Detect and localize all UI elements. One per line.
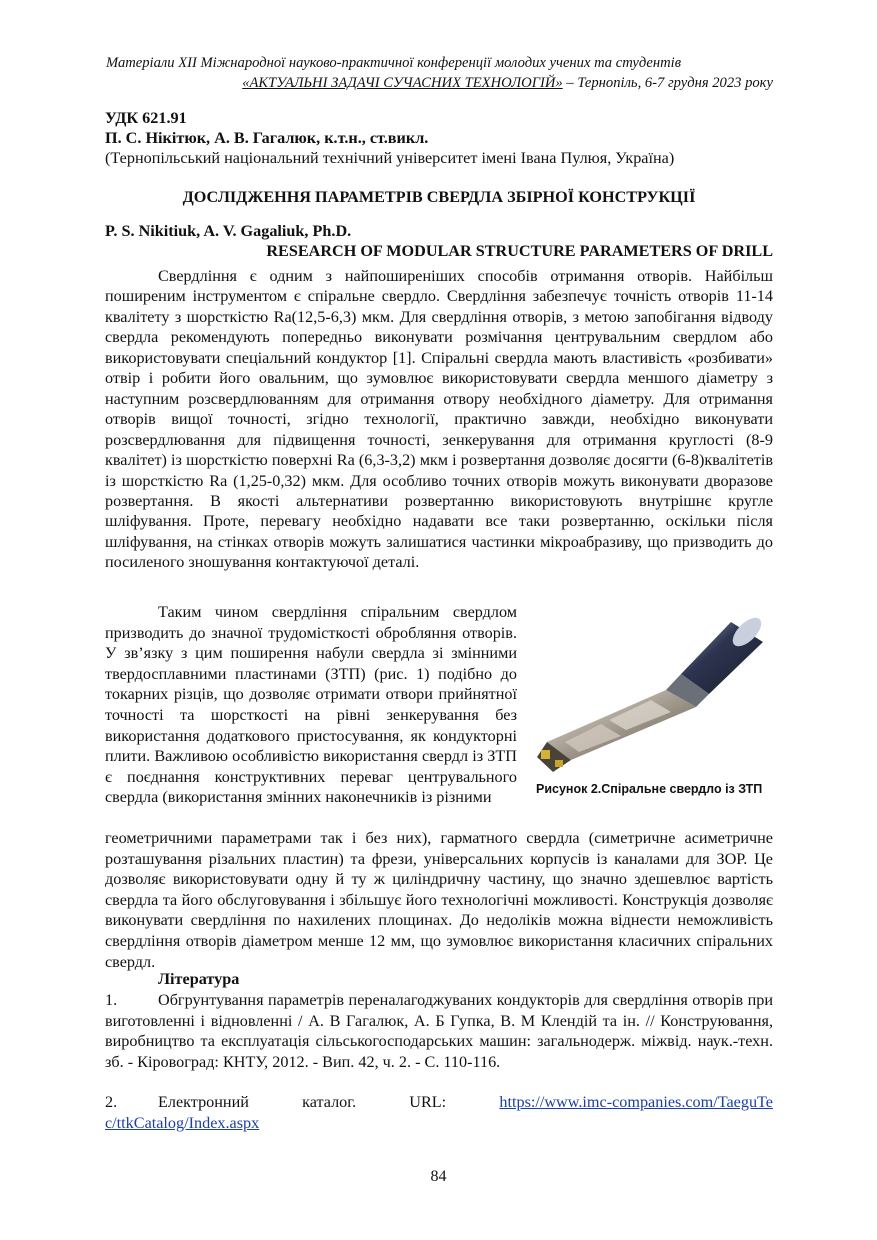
page-number: 84 [430,1168,447,1185]
udk-code: УДК 621.91 [105,109,187,127]
conference-name: «АКТУАЛЬНІ ЗАДАЧІ СУЧАСНИХ ТЕХНОЛОГІЙ» [242,75,563,91]
reference-item [105,1092,773,1133]
authors-ua: П. С. Нікітюк, А. В. Гагалюк, к.т.н., ст.викл. [105,129,429,147]
literature-heading: Література [158,970,240,988]
conference-place-date: – Тернопіль, 6-7 грудня 2023 року [562,75,773,91]
reference-number: 2. [105,1093,118,1111]
reference-text: Електронний каталог. URL: [158,1093,500,1111]
drill-figure [531,612,773,808]
body-paragraph-2-continued: геометричними параметрами так і без них), гарматного свердла (симетричне асиметричне розташування різальних пластин) та фрези, універсальних корпусів із каналами для ЗОР. Це дозволяє використовувати одну й ту ж циліндричну частину, що значно здешевлює вартість свердла та його обслуговування і збільшує його технологічні можливості. Конструкція дозволяє виконувати свердління по нахилених площинах. До недоліків можна віднести неможливість свердління отворів діаметром менше 12 мм, що зумовлює використання класичних спіральних свердл. [105,829,773,971]
authors-en: P. S. Nikitiuk, A. V. Gagaliuk, Ph.D. [105,222,352,240]
title-en: RESEARCH OF MODULAR STRUCTURE PARAMETERS OF DRILL [266,242,773,260]
body-paragraph-2-wrapped [105,602,517,808]
body-paragraph-1 [105,266,773,573]
figure-caption: Рисунок 2.Спіральне свердло із ЗТП [536,782,763,796]
reference-item [105,990,773,1072]
paragraph-1-text: Свердління є одним з найпоширеніших способів отримання отворів. Найбільш поширеним інструментом є спіральне свердло. Свердління забезпечує точність отворів 11-14 квалітету з шорсткістю Ra(12,5-6,3) мкм. Для свердління отворів, з метою запобігання відводу свердла рекомендують попередньо виконувати розмічання центрувальним свердлом або використовувати спеціальний кондуктор [1]. Спіральні свердла мають властивість «розбивати» отвір і робити його овальним, що зумовлює використовувати свердла меншого діаметру з наступним розсвердлюванням для отримання отвору необхідного діаметру. Для отримання отворів вищої точності, згідно технології, практично завжди, необхідно виконувати розсвердлювання для підвищення точності, зенкерування для отримання круглості (8-9 квалітет) із шорсткістю поверхні Ra (6,3-3,2) мкм і розвертання дозволяє досягти (6-8)квалітетів із шорсткістю Ra (1,25-0,32) мкм. Для особливо точних отворів можуть виконувати дворазове розвертання. В якості альтернативи розвертанню використовують внутрішнє кругле шліфування. Проте, перевагу необхідно надавати все таки розвертанню, оскільки після шліфування, на стінках отворів можуть залишатися частинки мікроабразиву, що призводить до посиленого зношування контактуючої деталі. [105,267,773,572]
reference-number: 1. [105,991,118,1009]
reference-text: Обгрунтування параметрів переналагоджуваних кондукторів для свердління отворів при виготовленні і відновленні / А. В Гагалюк, А. Б Гупка, В. М Клендій та ін. // Конструювання, виробництво та експлуатація сільськогосподарських машин: загальнодерж. міжвід. наук.-техн. зб. - Кіровоград: КНТУ, 2012. - Вип. 42, ч. 2. - С. 110-116. [105,991,773,1071]
paragraph-2-text-wrapped: Таким чином свердління спіральним свердлом призводить до значної трудомісткості обробляння отворів. У зв’язку з цим поширення набули свердла зі змінними твердосплавними пластинами (ЗТП) (рис. 1) подібно до токарних різців, що дозволяє отримати отвори прийнятної точності та шорсткості на рівні зенкерування без використання додаткового пристосування, як кондукторні плити. Важливою особливістю використання свердл із ЗТП є поєднання конструктивних переваг центрувального свердла (використання змінних наконечників із різними [105,603,517,807]
conference-header-line1: Матеріали XII Міжнародної науково-практичної конференції молодих учених та студентів [106,55,682,71]
reference-link[interactable]: https://www.imc-companies.com/TaeguTec/ttkCatalog/Index.aspx [105,1093,773,1132]
drill-illustration-icon [531,612,773,782]
conference-header-line2 [60,73,773,93]
affiliation: (Тернопільський національний технічний університет імені Івана Пулюя, Україна) [105,149,675,167]
title-ua: ДОСЛІДЖЕННЯ ПАРАМЕТРІВ СВЕРДЛА ЗБІРНОЇ КОНСТРУКЦІЇ [182,188,696,206]
